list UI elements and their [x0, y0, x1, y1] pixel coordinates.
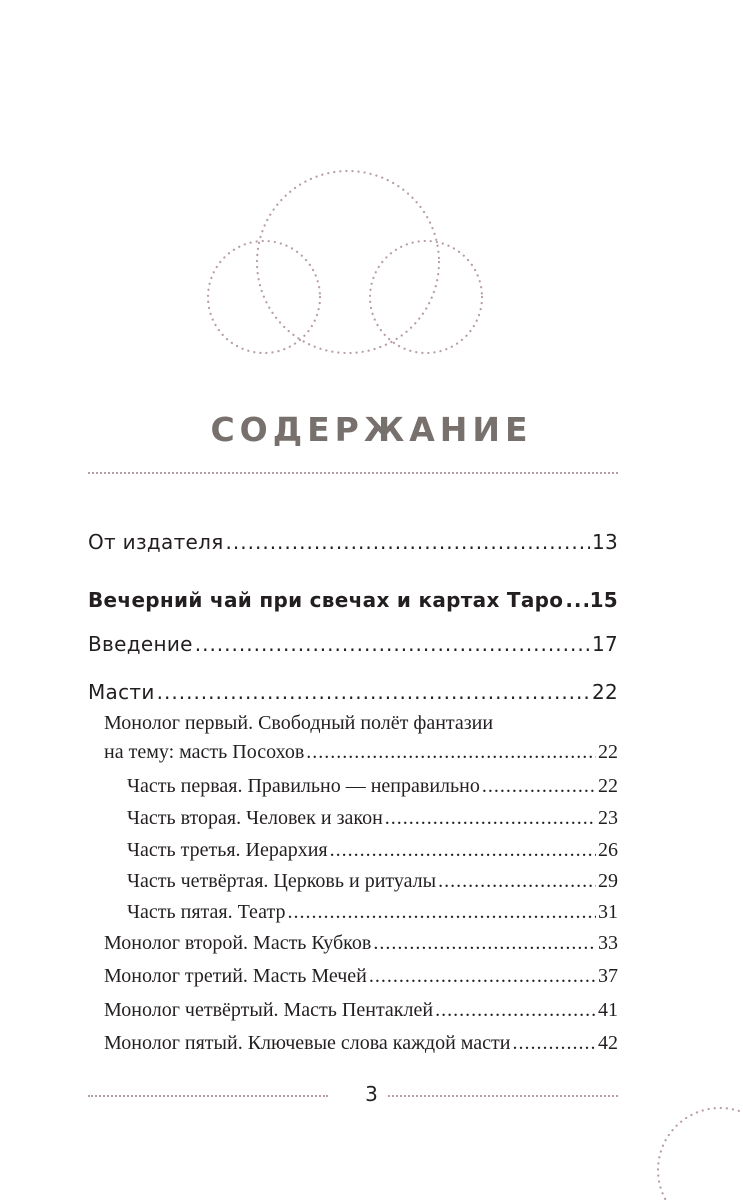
- toc-entry-intro: Введение ..... 17: [88, 632, 618, 656]
- leader-dots: [157, 680, 590, 704]
- page-number: 3: [365, 1082, 378, 1106]
- toc-entry-part5: Часть пятая. Театр ..... 31: [127, 901, 618, 924]
- toc-entry-mono5: Монолог пятый. Ключевые слова каждой масти ..... 42: [104, 1032, 618, 1055]
- footer-divider-right: [388, 1095, 618, 1097]
- toc-entry-part1: Часть первая. Правильно — неправильно ..... 22: [127, 775, 618, 798]
- leader-dots: [565, 588, 587, 612]
- toc-entry-part3: Часть третья. Иерархия ..... 26: [127, 839, 618, 862]
- leader-dots: [369, 965, 596, 988]
- toc-entry-publisher: От издателя ..... 13: [88, 530, 618, 554]
- toc-entry-mono1: на тему: масть Посохов ..... 22: [104, 741, 618, 764]
- page-title: СОДЕРЖАНИЕ: [210, 410, 533, 449]
- toc-entry-part4: Часть четвёртая. Церковь и ритуалы ..... 29: [127, 870, 618, 893]
- toc-entry-mono4: Монолог четвёртый. Масть Пентаклей ..... 41: [104, 999, 618, 1022]
- leader-dots: [385, 807, 596, 830]
- leader-dots: [482, 775, 596, 798]
- toc-entry-mono1-line1: Монолог первый. Свободный полёт фантазии: [104, 712, 494, 734]
- title-divider: [88, 472, 618, 474]
- leader-dots: [226, 530, 590, 554]
- leader-dots: [330, 839, 596, 862]
- leader-dots: [306, 741, 596, 764]
- toc-entry-suits: Масти ..... 22: [88, 680, 618, 704]
- leader-dots: [373, 932, 596, 955]
- toc-entry-part2: Часть вторая. Человек и закон ..... 23: [127, 807, 618, 830]
- leader-dots: [513, 1032, 596, 1055]
- leader-dots: [288, 901, 597, 924]
- leader-dots: [195, 632, 590, 656]
- leader-dots: [435, 999, 596, 1022]
- toc-entry-mono3: Монолог третий. Масть Мечей ..... 37: [104, 965, 618, 988]
- toc-entry-mono2: Монолог второй. Масть Кубков ..... 33: [104, 932, 618, 955]
- toc-entry-tea: Вечерний чай при свечах и картах Таро ..... 15: [88, 588, 618, 612]
- leader-dots: [438, 870, 596, 893]
